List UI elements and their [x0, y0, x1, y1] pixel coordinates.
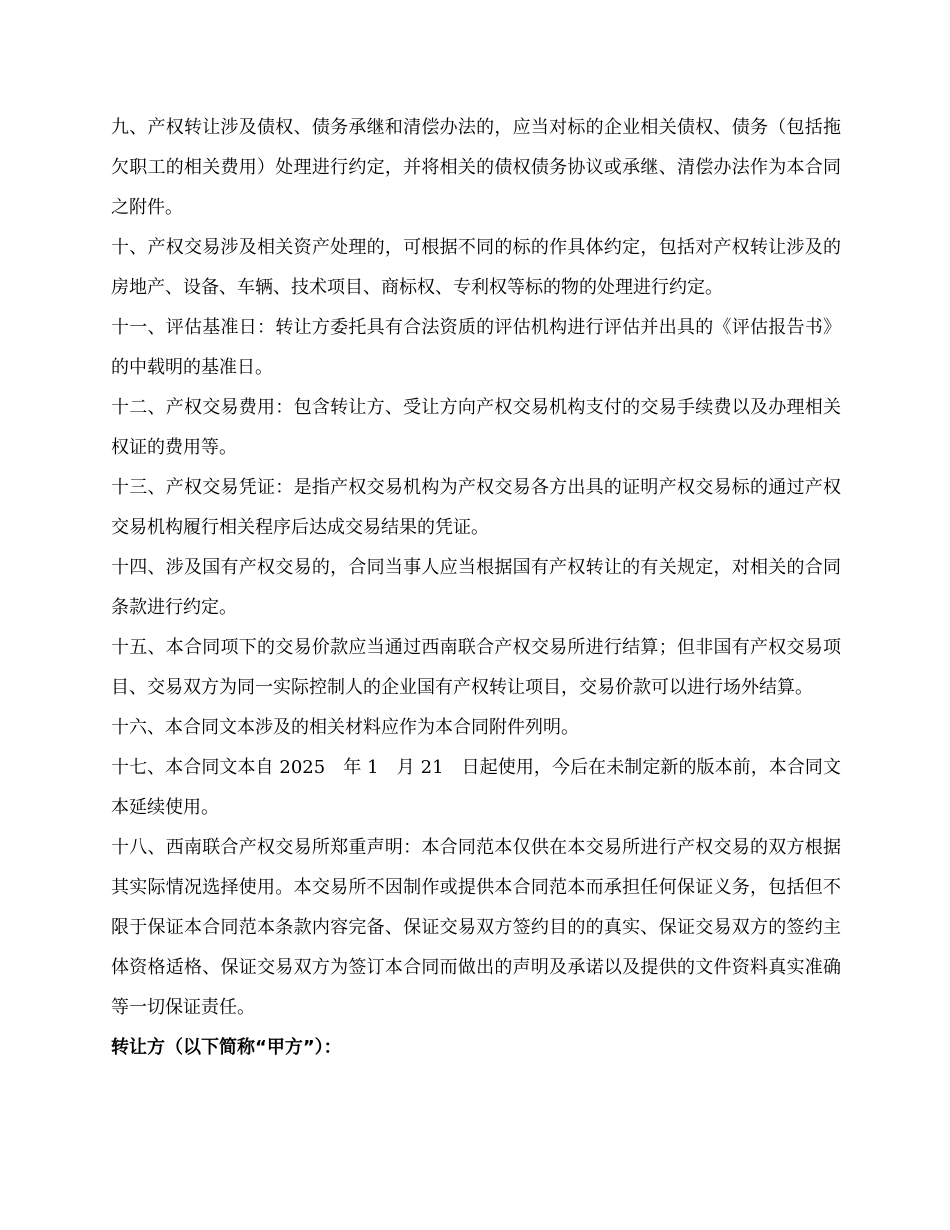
clause-9: 九、产权转让涉及债权、债务承继和清偿办法的，应当对标的企业相关债权、债务（包括拖欠职工的相关费用）处理进行约定，并将相关的债权债务协议或承继、清偿办法作为本合同之附件。 — [111, 117, 841, 218]
clause-10: 十、产权交易涉及相关资产处理的，可根据不同的标的作具体约定，包括对产权转让涉及的房地产、设备、车辆、技术项目、商标权、专利权等标的物的处理进行约定。 — [111, 237, 841, 298]
clause-13: 十三、产权交易凭证：是指产权交易机构为产权交易各方出具的证明产权交易标的通过产权交易机构履行相关程序后达成交易结果的凭证。 — [111, 477, 841, 538]
clause-14: 十四、涉及国有产权交易的，合同当事人应当根据国有产权转让的有关规定，对相关的合同条款进行约定。 — [111, 557, 841, 618]
clause-16: 十六、本合同文本涉及的相关材料应作为本合同附件列明。 — [111, 717, 579, 738]
clause-18: 十八、西南联合产权交易所郑重声明：本合同范本仅供在本交易所进行产权交易的双方根据其实际情况选择使用。本交易所不因制作或提供本合同范本而承担任何保证义务，包括但不限于保证本合同范本条款内容完备、保证交易双方签约目的的真实、保证交易双方的签约主体资格适格、保证交易双方为签订本合同而做出的声明及承诺以及提供的文件资料真实准确等一切保证责任。 — [111, 837, 841, 1018]
transferor-heading: 转让方（以下简称“甲方”）： — [111, 1037, 342, 1058]
clause-11: 十一、评估基准日：转让方委托具有合法资质的评估机构进行评估并出具的《评估报告书》的中载明的基准日。 — [111, 317, 841, 378]
clause-15: 十五、本合同项下的交易价款应当通过西南联合产权交易所进行结算；但非国有产权交易项目、交易双方为同一实际控制人的企业国有产权转让项目，交易价款可以进行场外结算。 — [111, 637, 841, 698]
document-page — [111, 108, 841, 1068]
clause-17: 十七、本合同文本自 2025 年 1 月 21 日起使用，今后在未制定新的版本前，本合同文本延续使用。 — [111, 757, 841, 818]
clause-12: 十二、产权交易费用：包含转让方、受让方向产权交易机构支付的交易手续费以及办理相关权证的费用等。 — [111, 397, 841, 458]
